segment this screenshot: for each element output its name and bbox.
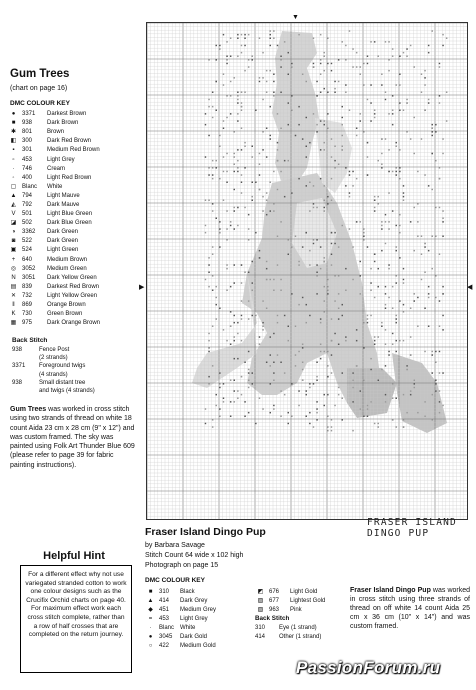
colour-name: Light Grey <box>47 156 75 163</box>
dmc-code: 963 <box>269 606 280 613</box>
dingo-title: Fraser Island Dingo Pup <box>145 526 266 538</box>
dingo-silhouette-region <box>347 368 397 418</box>
gum-trees-backstitch-row <box>12 362 138 370</box>
gum-trees-key-row <box>8 201 140 210</box>
dmc-code <box>12 387 39 395</box>
dingo-key-left-row <box>145 614 255 623</box>
stitch-symbol-icon: ▪ <box>12 147 15 154</box>
backstitch-name: and twigs (4 strands) <box>39 388 95 395</box>
stitch-symbol-icon: ▤ <box>10 283 17 290</box>
dmc-code <box>12 354 39 362</box>
dingo-key-heading: DMC COLOUR KEY <box>145 577 205 584</box>
stitch-symbol-icon: ▲ <box>10 192 17 199</box>
gum-trees-backstitch-list <box>12 346 138 395</box>
dingo-author: by Barbara Savage <box>145 542 205 549</box>
colour-name: Dark Green <box>47 229 79 236</box>
dmc-code: 938 <box>12 379 23 386</box>
colour-name: Lightest Gold <box>290 597 326 604</box>
gum-trees-key-row <box>8 192 140 201</box>
colour-name: Dark Grey <box>180 597 208 604</box>
colour-name: Pink <box>290 606 302 613</box>
gum-trees-key-row <box>8 310 140 319</box>
gum-trees-backstitch-heading: Back Stitch <box>12 337 48 344</box>
dmc-code: 732 <box>22 292 33 299</box>
gum-trees-key-row <box>8 155 140 164</box>
watermark: PassionForum.ru <box>296 658 441 677</box>
dingo-key-right <box>255 587 347 641</box>
gum-trees-backstitch-row <box>12 371 138 379</box>
stitch-symbol-icon: · <box>149 624 152 631</box>
stitch-symbol-icon: = <box>148 615 153 622</box>
backstitch-name: Other (1 strand) <box>279 633 322 640</box>
dmc-code: 3052 <box>22 265 36 272</box>
stitch-symbol-icon: ◦ <box>12 174 15 181</box>
dmc-code: 300 <box>22 138 33 145</box>
stitch-symbol-icon: ✕ <box>10 292 17 299</box>
stitch-symbol-icon: ◙ <box>11 238 16 245</box>
colour-name: Medium Green <box>47 265 87 272</box>
chart-motif-label: FRASER ISLAND DINGO PUP <box>367 517 457 539</box>
stitch-symbol-icon: ‖ <box>12 302 15 309</box>
colour-name: Dark Brown <box>47 120 79 127</box>
gum-trees-key-heading: DMC COLOUR KEY <box>10 100 70 107</box>
backstitch-name: Small distant tree <box>39 379 86 386</box>
dmc-code: 677 <box>269 597 280 604</box>
dingo-backstitch-list <box>255 623 347 641</box>
gum-trees-backstitch-row <box>12 387 138 395</box>
colour-name: Cream <box>47 165 66 172</box>
dmc-code: 792 <box>22 201 33 208</box>
gum-trees-panel <box>0 0 140 690</box>
dmc-code: 3371 <box>12 363 26 370</box>
colour-name: Light Gold <box>290 588 318 595</box>
stitch-symbol-icon: ● <box>148 633 153 640</box>
gum-trees-key-row <box>8 319 140 328</box>
stitch-symbol-icon: ◭ <box>11 201 16 208</box>
dingo-key-right-list <box>255 587 347 614</box>
gum-trees-key-row <box>8 210 140 219</box>
gum-trees-key-list <box>8 110 140 328</box>
dingo-key-right-row <box>255 587 347 596</box>
colour-name: Dark Red Brown <box>47 138 92 145</box>
dingo-silhouette-region <box>272 31 319 183</box>
gum-trees-backstitch-row <box>12 346 138 354</box>
gum-trees-key-row <box>8 274 140 283</box>
stitch-symbol-icon: ◧ <box>10 138 17 145</box>
gum-trees-description <box>10 405 138 470</box>
dingo-description-bold: Fraser Island Dingo Pup <box>350 587 431 594</box>
stitch-symbol-icon: ■ <box>148 588 153 595</box>
colour-name: Light Blue Green <box>47 211 93 218</box>
dingo-backstitch-heading: Back Stitch <box>255 615 290 622</box>
dingo-key-left-row <box>145 605 255 614</box>
colour-name: Light Grey <box>180 615 208 622</box>
dingo-photo-ref: Photograph on page 15 <box>145 562 219 569</box>
dmc-code: 453 <box>22 156 33 163</box>
colour-name: Light Mauve <box>47 192 80 199</box>
colour-name: Green Brown <box>47 311 83 318</box>
colour-name: Light Red Brown <box>47 174 92 181</box>
gum-trees-key-row <box>8 128 140 137</box>
dmc-code <box>12 371 39 379</box>
dmc-code: 938 <box>12 347 23 353</box>
backstitch-name: (4 strands) <box>39 371 68 378</box>
gum-trees-key-row <box>8 256 140 265</box>
dingo-stitch-count: Stitch Count 64 wide x 102 high <box>145 552 244 559</box>
dmc-code: 3362 <box>22 229 36 236</box>
gum-trees-key-row <box>8 137 140 146</box>
colour-name: Medium Gold <box>180 642 216 649</box>
colour-name: Dark Mauve <box>47 201 80 208</box>
gum-trees-key-row <box>8 110 140 119</box>
dingo-key-left-row <box>145 596 255 605</box>
dmc-code: 839 <box>22 283 33 290</box>
dingo-key-left-row <box>145 587 255 596</box>
dmc-code: 3371 <box>22 111 36 118</box>
dmc-code: 310 <box>255 624 266 631</box>
chart-grid <box>147 23 467 519</box>
dmc-code: 453 <box>159 615 170 622</box>
center-marker-right-icon: ◀ <box>467 284 473 291</box>
dmc-code: 502 <box>22 220 33 227</box>
gum-trees-key-row <box>8 174 140 183</box>
stitch-symbol-icon: ◆ <box>148 607 153 613</box>
dingo-description-text: was worked in cross stitch using three strands of thread on off white 14 count Aida 25 cm x 36 cm (10" x 14") and was custom framed. <box>350 587 471 630</box>
colour-name: Medium Red Brown <box>47 147 100 154</box>
dingo-key-left <box>145 587 255 650</box>
dmc-code: 730 <box>22 311 33 318</box>
dmc-code: 938 <box>22 120 33 127</box>
helpful-hint-title: Helpful Hint <box>43 550 105 562</box>
dmc-code: 310 <box>159 588 170 595</box>
colour-name: Brown <box>47 129 65 136</box>
backstitch-name: Eye (1 strand) <box>279 624 317 631</box>
colour-name: White <box>47 183 63 190</box>
gum-trees-subtitle: (chart on page 16) <box>10 85 68 92</box>
stitch-symbol-icon: N <box>11 274 16 281</box>
backstitch-name: Fence Post <box>39 347 70 353</box>
dingo-key-right-row <box>255 605 347 614</box>
helpful-hint-text: For a different effect why not use variegated stranded cotton to work one colour designs such as the Crucifix Orchid charts on page 40. For maximum effect work each cross stitch complete, rather than a row of half crosses that are completed on the return journey. <box>25 571 127 639</box>
dmc-code: 746 <box>22 165 33 172</box>
stitch-symbol-icon: ◑ <box>11 229 16 236</box>
dingo-description <box>350 586 470 631</box>
dmc-code: 451 <box>159 606 170 613</box>
dmc-code: Blanc <box>159 624 175 631</box>
gum-trees-key-row <box>8 183 140 192</box>
stitch-symbol-icon: ▣ <box>10 247 17 254</box>
dingo-key-left-row <box>145 623 255 632</box>
gum-trees-key-row <box>8 165 140 174</box>
stitch-symbol-icon: ▫ <box>12 156 15 163</box>
stitch-symbol-icon: ◎ <box>10 265 17 272</box>
colour-name: Orange Brown <box>47 302 86 309</box>
dingo-backstitch-row <box>255 623 347 632</box>
stitch-symbol-icon: ▢ <box>10 183 17 190</box>
dmc-code: Blanc <box>22 183 38 190</box>
center-marker-top-icon: ▼ <box>292 14 299 21</box>
dmc-code: 794 <box>22 192 33 199</box>
stitch-symbol-icon: ▧ <box>257 607 264 613</box>
colour-name: Medium Grey <box>180 606 217 613</box>
colour-name: Medium Brown <box>47 256 88 263</box>
dmc-code: 400 <box>22 174 33 181</box>
stitch-symbol-icon: ● <box>11 111 16 118</box>
dmc-code: 422 <box>159 642 170 649</box>
dmc-code: 676 <box>269 588 280 595</box>
dingo-key-right-row <box>255 596 347 605</box>
helpful-hint-box <box>20 565 132 673</box>
dmc-code: 975 <box>22 320 33 327</box>
dmc-code: 501 <box>22 211 33 218</box>
stitch-symbol-icon: ▦ <box>10 320 17 327</box>
center-marker-left-icon: ▶ <box>139 284 145 291</box>
colour-name: Light Green <box>47 247 79 254</box>
backstitch-name: (2 strands) <box>39 355 68 362</box>
colour-name: Dark Yellow Green <box>47 274 97 281</box>
colour-name: Black <box>180 588 195 595</box>
gum-trees-key-row <box>8 292 140 301</box>
stitch-symbol-icon: · <box>12 165 15 172</box>
colour-name: Dark Orange Brown <box>47 320 101 327</box>
colour-name: Dark Gold <box>180 633 208 640</box>
gum-trees-title: Gum Trees <box>10 68 70 80</box>
colour-name: Dark Green <box>47 238 79 245</box>
colour-name: Dark Blue Green <box>47 220 92 227</box>
dmc-code: 414 <box>159 597 170 604</box>
stitch-symbol-icon: ◩ <box>257 589 264 595</box>
gum-trees-key-row <box>8 301 140 310</box>
gum-trees-key-row <box>8 228 140 237</box>
colour-name: Light Yellow Green <box>47 292 98 299</box>
gum-trees-description-bold: Gum Trees <box>10 406 47 413</box>
gum-trees-description-text: was worked in cross stitch using two strands of thread on white 18 count Aida 23 cm x 28 cm (9" x 12") and was custom framed. The sky was painted using Folk Art Thunder Blue 609 (please refer to page 39 for fabric painting instructions). <box>10 406 135 469</box>
cross-stitch-chart <box>146 22 468 539</box>
stitch-symbol-icon: ○ <box>148 642 153 649</box>
colour-name: Darkest Red Brown <box>47 283 100 290</box>
stitch-symbol-icon: ✱ <box>10 129 17 136</box>
stitch-symbol-icon: ▲ <box>147 597 154 604</box>
stitch-symbol-icon: ▨ <box>257 598 264 604</box>
colour-name: Darkest Brown <box>47 111 87 118</box>
gum-trees-key-row <box>8 219 140 228</box>
gum-trees-key-row <box>8 283 140 292</box>
gum-trees-key-row <box>8 146 140 155</box>
dmc-code: 640 <box>22 256 33 263</box>
dingo-key-left-row <box>145 632 255 641</box>
stitch-symbol-icon: K <box>11 311 16 318</box>
backstitch-name: Foreground twigs <box>39 363 86 370</box>
stitch-symbol-icon: V <box>11 211 16 218</box>
gum-trees-backstitch-row <box>12 354 138 362</box>
stitch-symbol-icon: ■ <box>11 120 16 127</box>
dmc-code: 801 <box>22 129 33 136</box>
gum-trees-key-row <box>8 119 140 128</box>
stitch-symbol-icon: + <box>11 256 16 263</box>
dmc-code: 522 <box>22 238 33 245</box>
gum-trees-key-row <box>8 237 140 246</box>
dmc-code: 301 <box>22 147 33 154</box>
gum-trees-key-row <box>8 265 140 274</box>
dingo-backstitch-row <box>255 632 347 641</box>
stitch-symbol-icon: ◪ <box>10 220 17 227</box>
gum-trees-key-row <box>8 246 140 255</box>
dmc-code: 3051 <box>22 274 36 281</box>
gum-trees-backstitch-row <box>12 379 138 387</box>
dmc-code: 3045 <box>159 633 173 640</box>
dingo-key-left-row <box>145 641 255 650</box>
dmc-code: 869 <box>22 302 33 309</box>
dmc-code: 414 <box>255 633 266 640</box>
colour-name: White <box>180 624 196 631</box>
dmc-code: 524 <box>22 247 33 254</box>
